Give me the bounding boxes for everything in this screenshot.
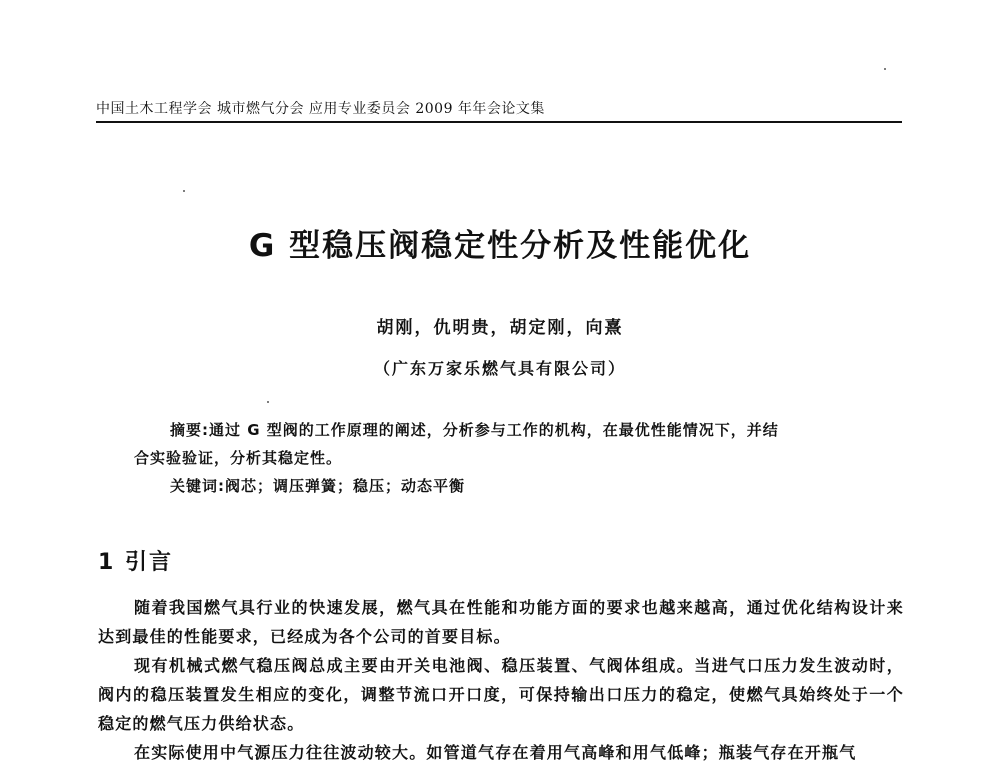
abstract-line-2: 合实验验证，分析其稳定性。 [134, 449, 343, 467]
keywords-text: 阀芯；调压弹簧；稳压；动态平衡 [225, 477, 466, 495]
paper-title: G 型稳压阀稳定性分析及性能优化 [248, 228, 752, 264]
running-header: 中国土木工程学会 城市燃气分会 应用专业委员会 2009 年年会论文集 [96, 101, 545, 117]
abstract-block [134, 416, 874, 500]
keywords-line [134, 472, 874, 500]
paragraph: 随着我国燃气具行业的快速发展，燃气具在性能和功能方面的要求也越来越高，通过优化结构设计来达到最佳的性能要求，已经成为各个公司的首要目标。 [98, 598, 904, 646]
abstract-line-1 [134, 416, 874, 444]
affiliation: （广东万家乐燃气具有限公司） [373, 359, 626, 378]
section-body [98, 593, 904, 767]
header-rule [96, 121, 902, 123]
keywords-label: 关键词: [170, 477, 225, 495]
scan-speck [183, 190, 185, 192]
paragraph: 在实际使用中气源压力往往波动较大。如管道气存在着用气高峰和用气低峰；瓶装气存在开瓶气 [134, 743, 857, 762]
scan-speck [884, 68, 886, 70]
authors: 胡刚，仇明贵，胡定刚，向熹 [376, 318, 624, 338]
scan-speck [267, 401, 269, 403]
abstract-text-1: 通过 G 型阀的工作原理的阐述，分析参与工作的机构，在最优性能情况下，并结 [209, 421, 779, 439]
abstract-label: 摘要: [170, 421, 209, 439]
paragraph: 现有机械式燃气稳压阀总成主要由开关电池阀、稳压装置、气阀体组成。当进气口压力发生波动时，阀内的稳压装置发生相应的变化，调整节流口开口度，可保持输出口压力的稳定，使燃气具始终处于一个稳定的燃气压力供给状态。 [98, 656, 904, 733]
section-heading: 1 引言 [98, 550, 173, 575]
